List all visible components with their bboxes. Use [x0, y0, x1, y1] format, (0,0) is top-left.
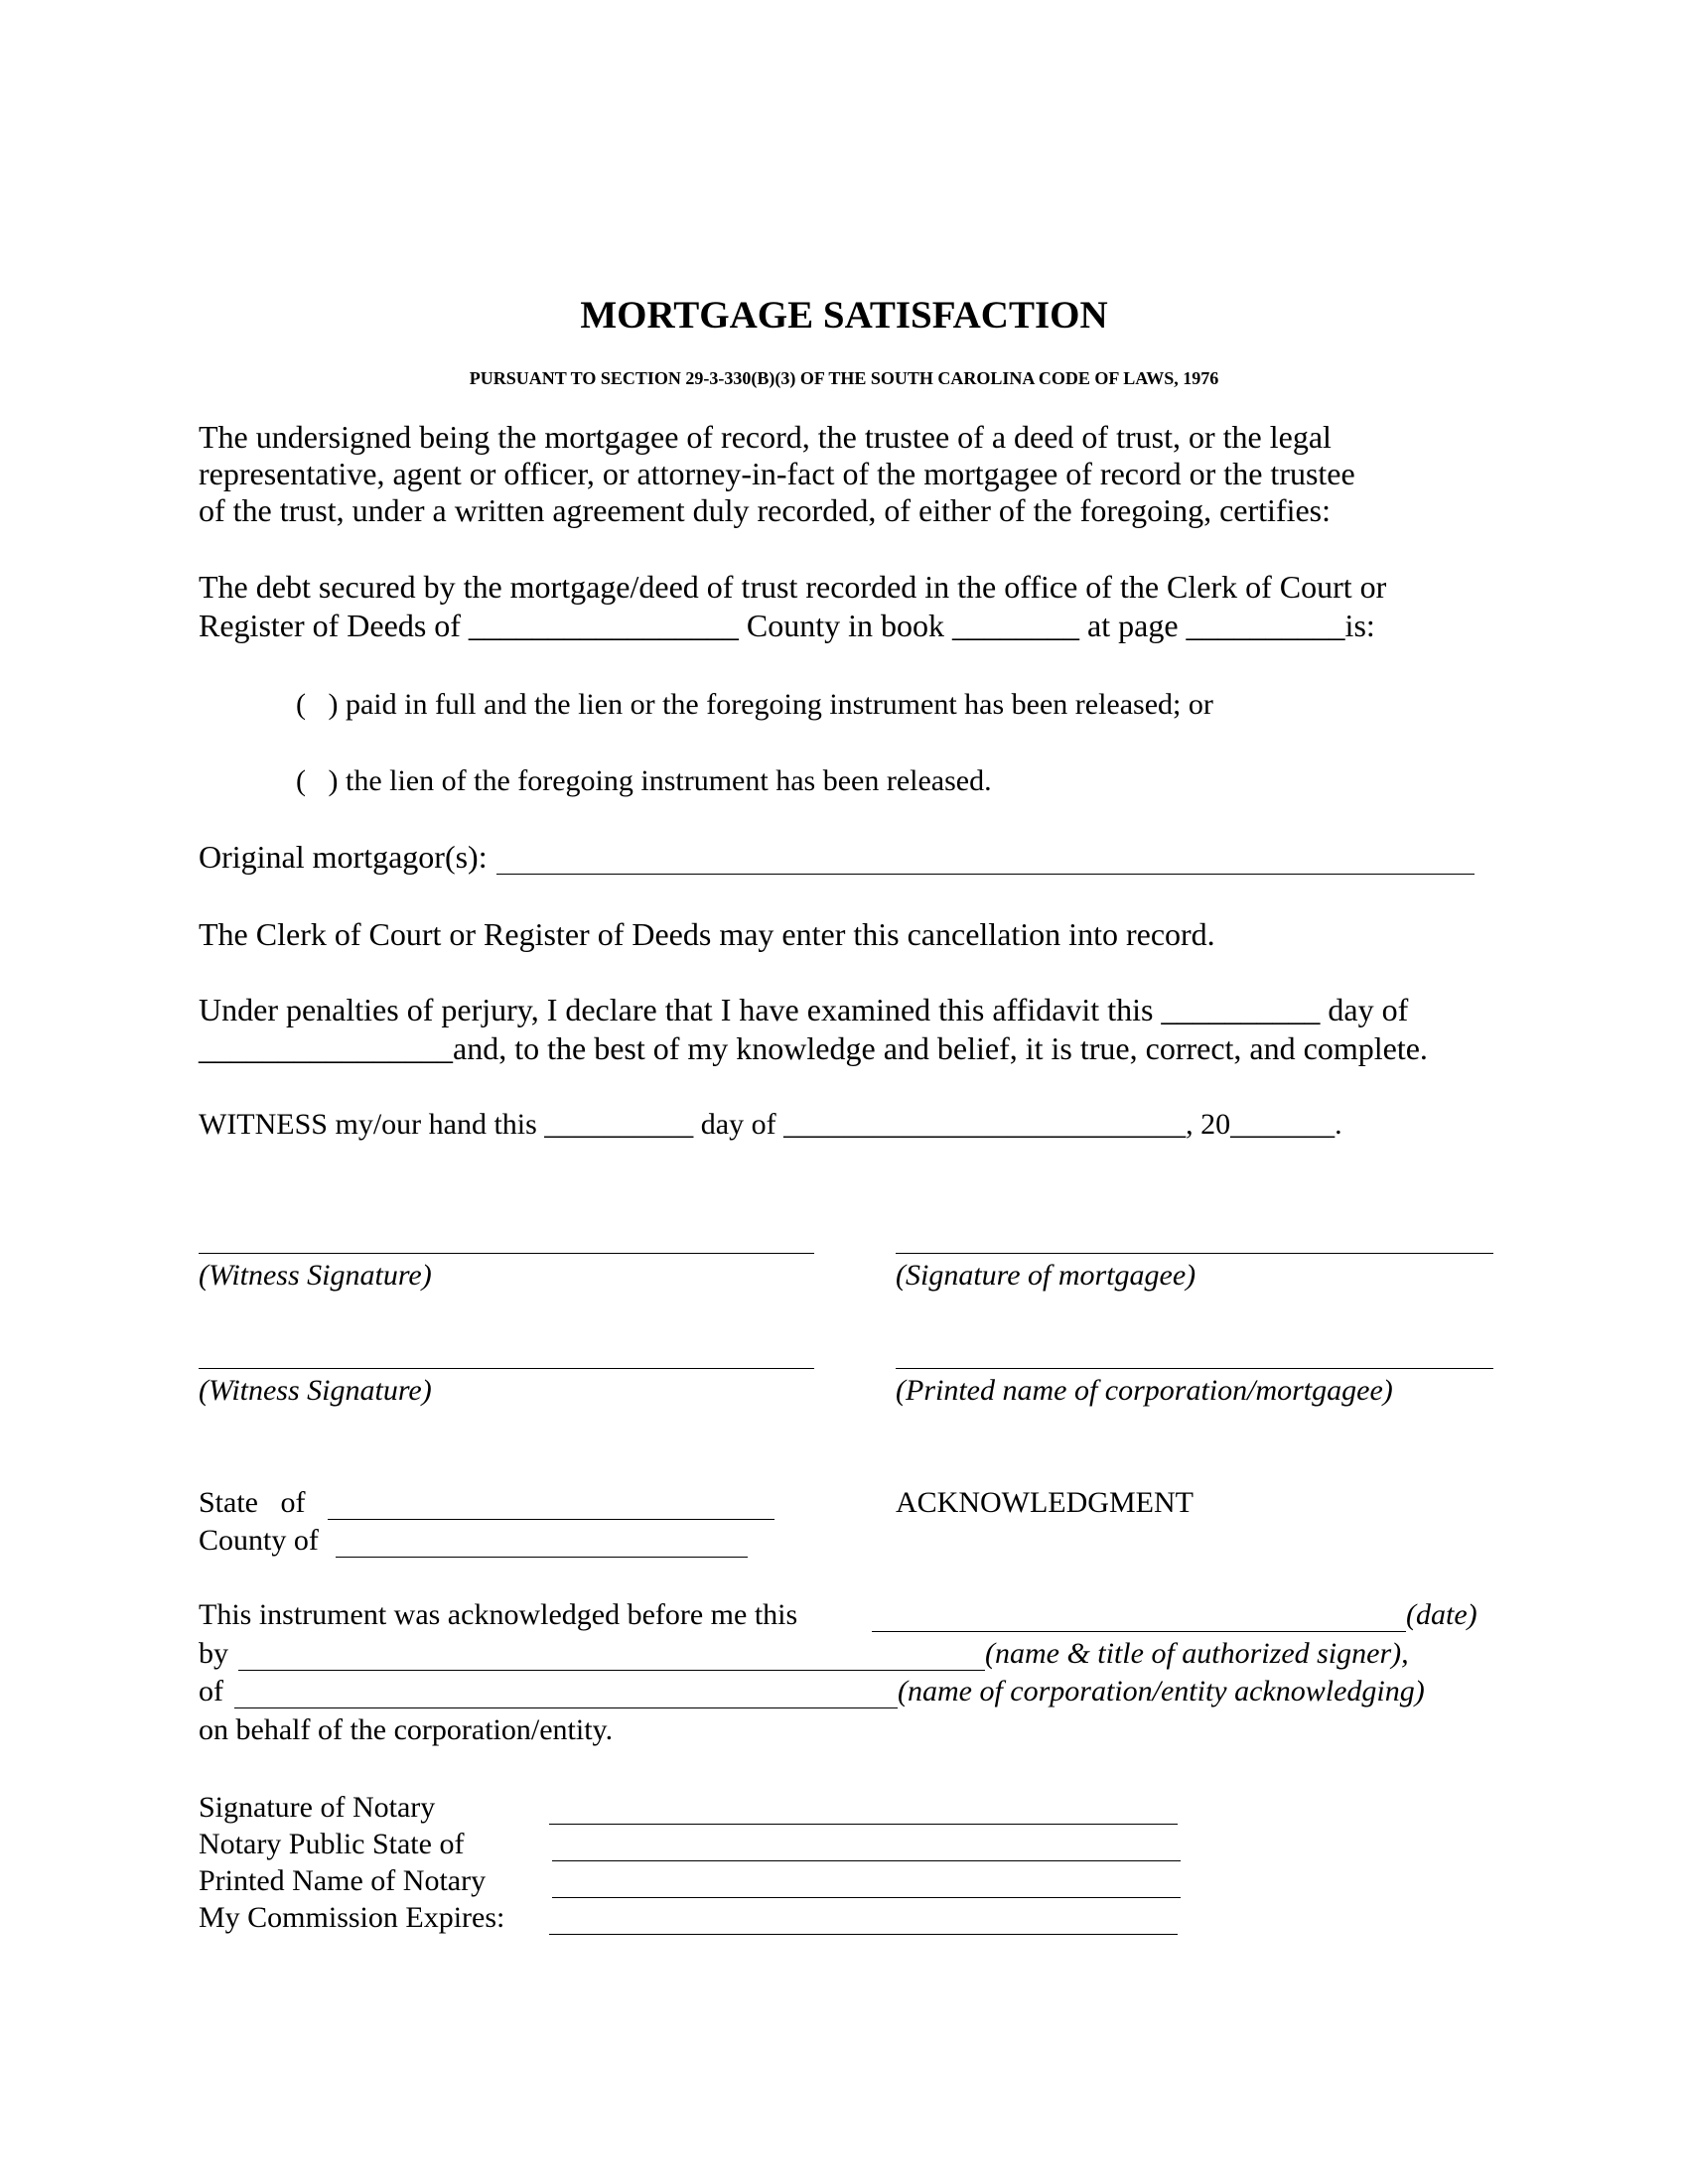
acknowledgment-heading: ACKNOWLEDGMENT: [896, 1486, 1194, 1519]
printed-name-line[interactable]: [896, 1368, 1493, 1369]
notary-signature-label: Signature of Notary: [199, 1791, 436, 1824]
county-field[interactable]: [336, 1557, 748, 1558]
ack-date-note: (date): [1406, 1598, 1477, 1631]
intro-line-3: of the trust, under a written agreement duly recorded, of either of the foregoing, certifies:: [199, 492, 1331, 528]
printed-name-label: (Printed name of corporation/mortgagee): [896, 1374, 1393, 1407]
ack-date-field[interactable]: [872, 1631, 1406, 1632]
debt-line-2[interactable]: Register of Deeds of _________________ County in book ________ at page __________is:: [199, 608, 1375, 643]
county-label: County of: [199, 1524, 319, 1557]
option-paid-in-full[interactable]: ( ) paid in full and the lien or the foregoing instrument has been released; or: [296, 688, 1213, 721]
debt-line-1: The debt secured by the mortgage/deed of trust recorded in the office of the Clerk of Court or: [199, 569, 1387, 605]
witness-signature-label-1: (Witness Signature): [199, 1259, 432, 1292]
perjury-line-2[interactable]: ________________and, to the best of my knowledge and belief, it is true, correct, and complete.: [199, 1030, 1428, 1066]
mortgagee-signature-label: (Signature of mortgagee): [896, 1259, 1196, 1292]
intro-line-1: The undersigned being the mortgagee of record, the trustee of a deed of trust, or the legal: [199, 419, 1332, 455]
ack-entity-note: (name of corporation/entity acknowledging): [898, 1675, 1425, 1707]
notary-signature-field[interactable]: [549, 1824, 1178, 1825]
ack-line-3-text: of: [199, 1675, 223, 1707]
intro-line-2: representative, agent or officer, or attorney-in-fact of the mortgagee of record or the trustee: [199, 456, 1355, 491]
state-label: State of: [199, 1486, 306, 1519]
state-field[interactable]: [328, 1519, 774, 1520]
page-title: MORTGAGE SATISFACTION: [580, 294, 1108, 337]
ack-entity-field[interactable]: [234, 1707, 898, 1708]
page-subtitle: PURSUANT TO SECTION 29-3-330(B)(3) OF THE SOUTH CAROLINA CODE OF LAWS, 1976: [469, 368, 1219, 388]
notary-printed-field[interactable]: [552, 1897, 1181, 1898]
witness-signature-label-2: (Witness Signature): [199, 1374, 432, 1407]
ack-line-2-text: by: [199, 1637, 228, 1670]
mortgagor-label: Original mortgagor(s):: [199, 839, 488, 875]
mortgagee-signature-line[interactable]: [896, 1253, 1493, 1254]
notary-printed-label: Printed Name of Notary: [199, 1864, 487, 1897]
ack-signer-note: (name & title of authorized signer),: [985, 1637, 1409, 1670]
mortgagor-field[interactable]: [496, 874, 1475, 875]
perjury-line-1[interactable]: Under penalties of perjury, I declare that I have examined this affidavit this __________ day of: [199, 992, 1409, 1027]
witness-text[interactable]: WITNESS my/our hand this __________ day of ___________________________, 20_______.: [199, 1108, 1342, 1141]
notary-expires-field[interactable]: [549, 1934, 1178, 1935]
ack-line-4-text: on behalf of the corporation/entity.: [199, 1713, 614, 1746]
notary-expires-label: My Commission Expires:: [199, 1901, 505, 1934]
ack-line-1-text: This instrument was acknowledged before me this: [199, 1598, 798, 1631]
ack-signer-field[interactable]: [238, 1670, 985, 1671]
notary-state-label: Notary Public State of: [199, 1828, 465, 1860]
clerk-text: The Clerk of Court or Register of Deeds may enter this cancellation into record.: [199, 916, 1215, 952]
notary-state-field[interactable]: [552, 1860, 1181, 1861]
witness-signature-line-1[interactable]: [199, 1253, 814, 1254]
option-lien-released[interactable]: ( ) the lien of the foregoing instrument has been released.: [296, 764, 992, 797]
witness-signature-line-2[interactable]: [199, 1368, 814, 1369]
